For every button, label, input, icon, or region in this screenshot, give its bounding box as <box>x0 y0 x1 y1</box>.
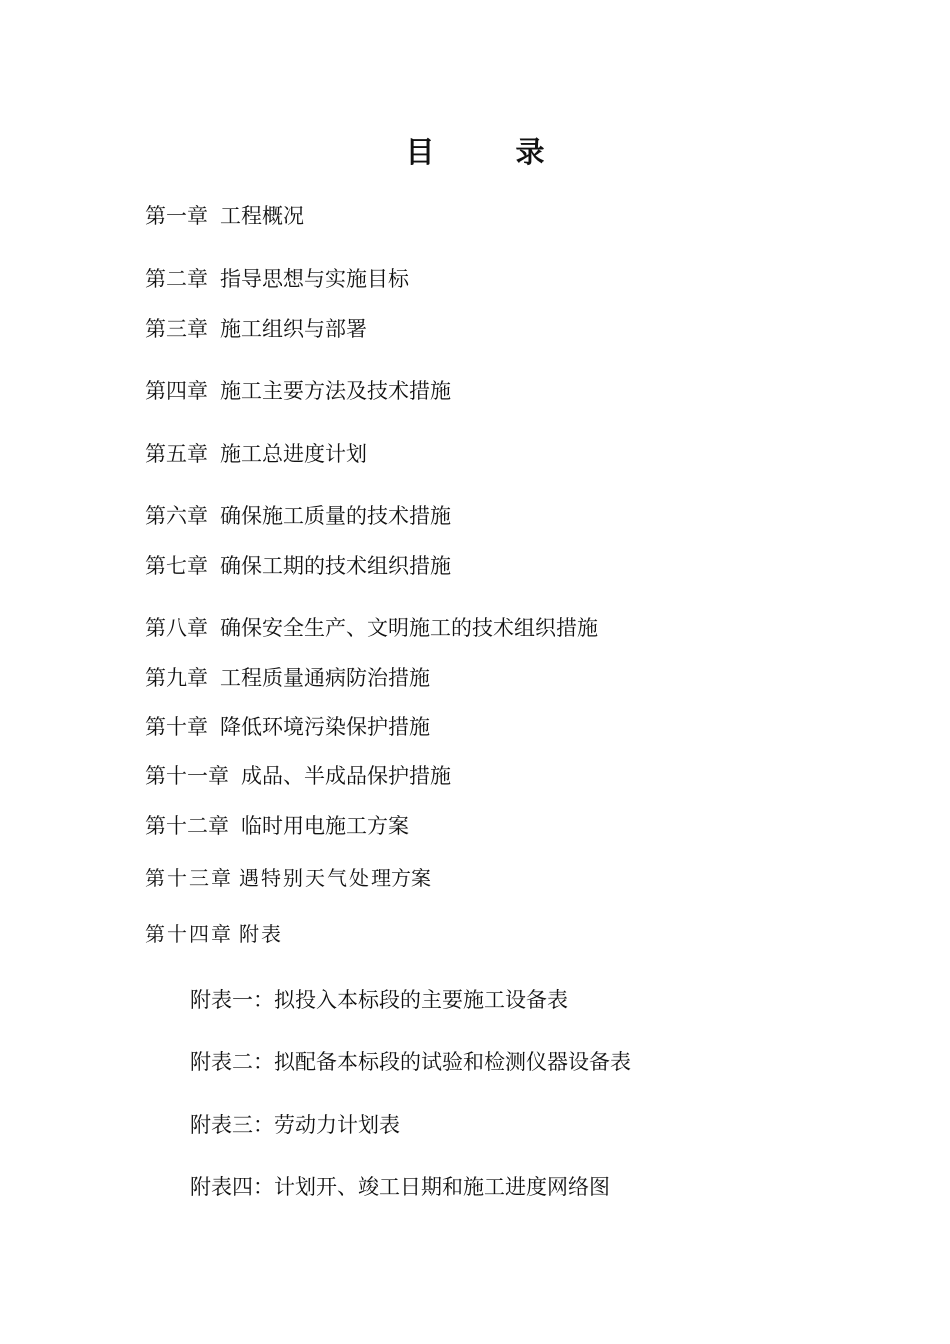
toc-item-chapter-5 <box>145 440 367 468</box>
chapter-number: 第九章 <box>145 666 208 690</box>
toc-item-chapter-1 <box>145 202 304 230</box>
chapter-title-part-1: 遇特别天气处 <box>239 866 371 890</box>
chapter-title: 临时用电施工方案 <box>241 814 409 838</box>
chapter-title: 施工主要方法及技术措施 <box>220 379 451 403</box>
toc-item-chapter-4 <box>145 377 451 405</box>
chapter-number: 第六章 <box>145 504 208 528</box>
toc-item-chapter-11 <box>145 762 451 790</box>
toc-item-chapter-3 <box>145 315 367 343</box>
chapter-title: 确保施工质量的技术措施 <box>220 504 451 528</box>
chapter-number: 第十四章 <box>145 922 233 946</box>
toc-item-chapter-13 <box>145 864 431 892</box>
chapter-title: 确保工期的技术组织措施 <box>220 554 451 578</box>
toc-item-chapter-10 <box>145 713 430 741</box>
toc-item-chapter-12 <box>145 812 409 840</box>
chapter-title: 工程质量通病防治措施 <box>220 666 430 690</box>
chapter-number: 第十二章 <box>145 814 229 838</box>
toc-item-chapter-2 <box>145 265 409 293</box>
chapter-title: 施工总进度计划 <box>220 442 367 466</box>
chapter-number: 第四章 <box>145 379 208 403</box>
chapter-number: 第八章 <box>145 616 208 640</box>
chapter-number: 第十章 <box>145 715 208 739</box>
toc-item-chapter-8 <box>145 614 598 642</box>
toc-item-chapter-7 <box>145 552 451 580</box>
toc-item-chapter-14 <box>145 920 283 948</box>
chapter-title: 施工组织与部署 <box>220 317 367 341</box>
chapter-title: 附表 <box>239 922 283 946</box>
chapter-number: 第五章 <box>145 442 208 466</box>
toc-item-appendix-4: 附表四：计划开、竣工日期和施工进度网络图 <box>190 1175 610 1199</box>
chapter-number: 第二章 <box>145 267 208 291</box>
toc-item-chapter-9 <box>145 664 430 692</box>
chapter-number: 第七章 <box>145 554 208 578</box>
chapter-number: 第十三章 <box>145 866 233 890</box>
chapter-number: 第一章 <box>145 204 208 228</box>
toc-item-chapter-6 <box>145 502 451 530</box>
toc-item-appendix-1: 附表一：拟投入本标段的主要施工设备表 <box>190 988 568 1012</box>
toc-item-appendix-2: 附表二：拟配备本标段的试验和检测仪器设备表 <box>190 1050 631 1074</box>
chapter-title: 工程概况 <box>220 204 304 228</box>
chapter-title-part-2: 理方案 <box>371 866 431 890</box>
chapter-number: 第三章 <box>145 317 208 341</box>
toc-item-appendix-3: 附表三：劳动力计划表 <box>190 1113 400 1137</box>
chapter-title: 指导思想与实施目标 <box>220 267 409 291</box>
chapter-title: 确保安全生产、文明施工的技术组织措施 <box>220 616 598 640</box>
chapter-title: 成品、半成品保护措施 <box>241 764 451 788</box>
chapter-title: 降低环境污染保护措施 <box>220 715 430 739</box>
page-title: 目 录 <box>405 135 571 169</box>
chapter-number: 第十一章 <box>145 764 229 788</box>
